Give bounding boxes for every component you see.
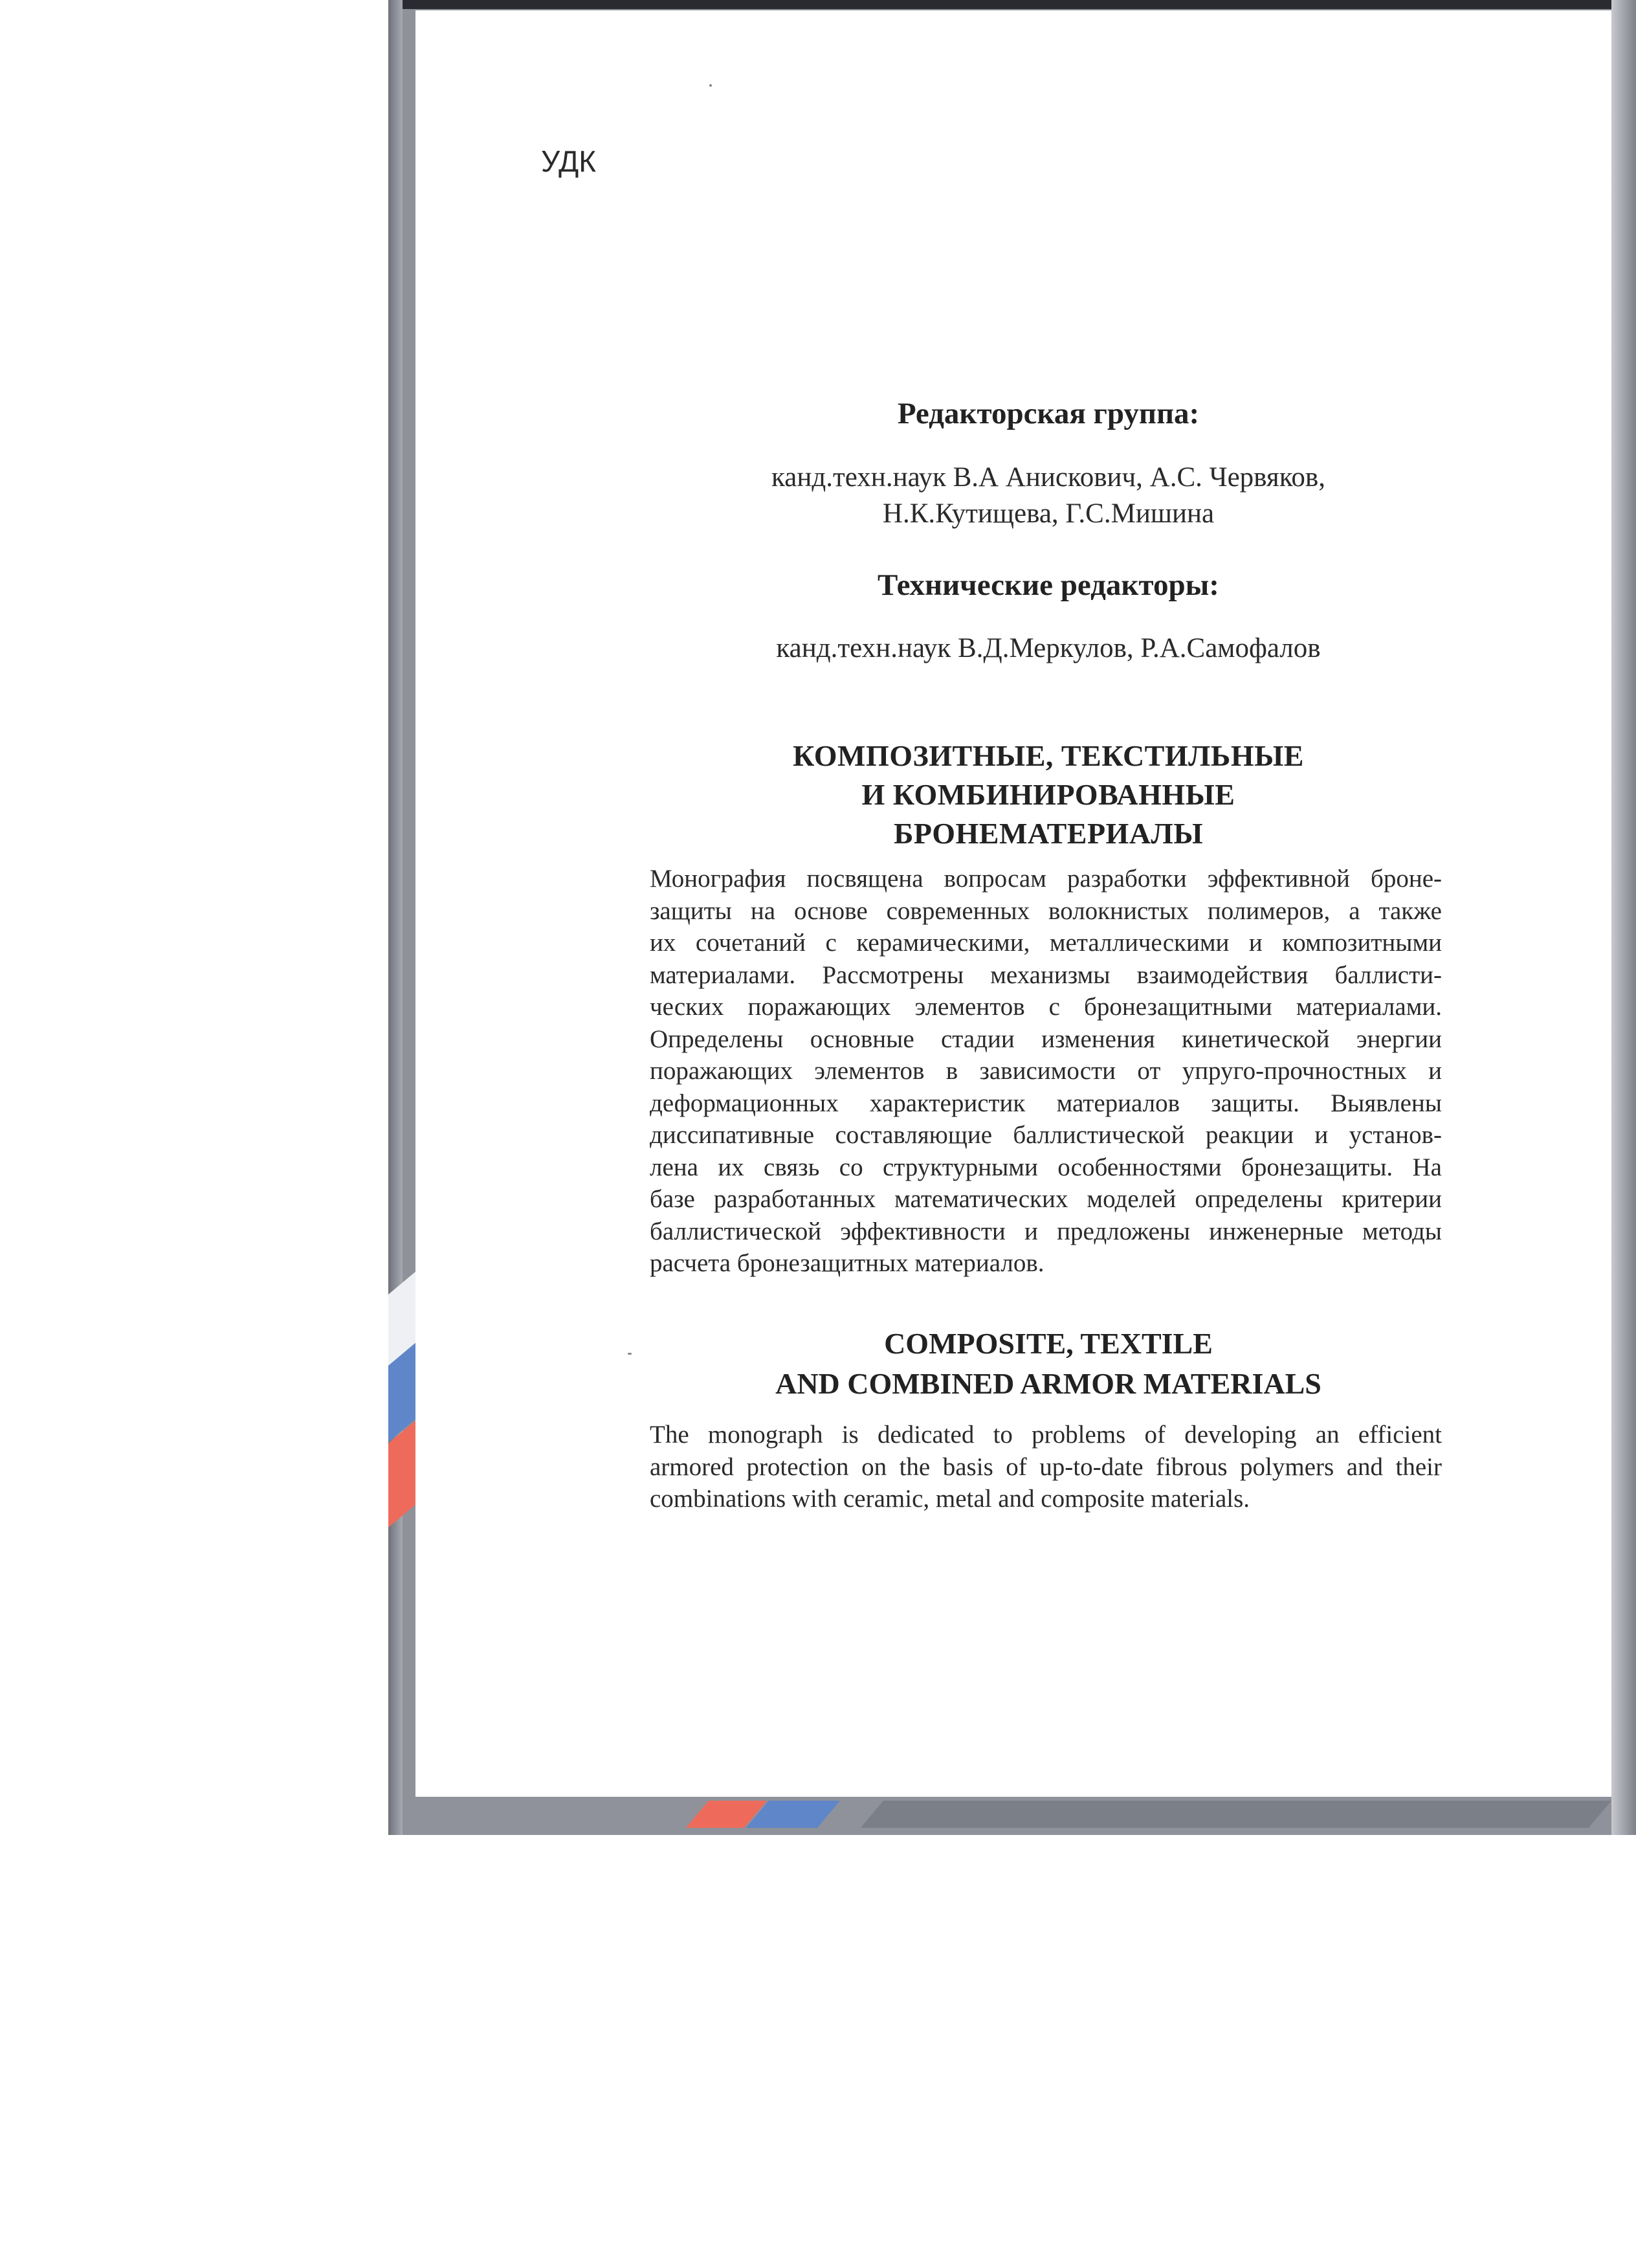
title-ru-line-2: И КОМБИНИРОВАННЫЕ — [861, 778, 1235, 811]
scan-speck — [628, 1353, 632, 1355]
abstract-en-line: The monograph is dedicated to problems of developing an efficient — [650, 1421, 1442, 1449]
scan-speck — [709, 84, 712, 87]
abstract-ru-line: Монография посвящена вопросам разработки эффективной броне- — [650, 865, 1442, 893]
abstract-ru-line: ческих поражающих элементов с бронезащитными материалами. — [650, 993, 1442, 1021]
right-edge-shadow — [1611, 0, 1636, 1835]
abstract-ru-line: защиты на основе современных волокнистых полимеров, а также — [650, 896, 1442, 925]
abstract-en — [650, 1419, 1442, 1515]
abstract-en-line: combinations with ceramic, metal and composite materials. — [650, 1485, 1250, 1513]
abstract-ru-line: баллистической эффективности и предложены инженерные методы — [650, 1217, 1442, 1245]
abstract-ru — [650, 863, 1442, 1280]
udk-label: УДК — [541, 144, 597, 178]
abstract-en-line: armored protection on the basis of up-to-date fibrous polymers and their — [650, 1452, 1442, 1481]
abstract-ru-line: базе разработанных математических моделей определены критерии — [650, 1185, 1442, 1213]
top-edge-strip — [388, 0, 1636, 9]
technical-editors-heading: Технические редакторы: — [878, 568, 1219, 602]
editorial-group-heading: Редакторская группа: — [897, 397, 1200, 430]
abstract-ru-line: деформационных характеристик материалов защиты. Выявлены — [650, 1089, 1442, 1117]
editorial-group-line-2: Н.К.Кутищева, Г.С.Мишина — [882, 498, 1215, 529]
abstract-ru-line: расчета бронезащитных материалов. — [650, 1249, 1045, 1277]
editorial-group-line-1: канд.техн.наук В.А Анискович, А.С. Червяков, — [771, 462, 1325, 493]
abstract-ru-line: лена их связь со структурными особенностями бронезащиты. На — [650, 1153, 1442, 1181]
bottom-stripe-gray — [861, 1801, 1611, 1828]
abstract-ru-line: диссипативные составляющие баллистической реакции и установ- — [650, 1121, 1442, 1149]
title-en-line-2: AND COMBINED ARMOR MATERIALS — [775, 1367, 1321, 1400]
title-ru-line-1: КОМПОЗИТНЫЕ, ТЕКСТИЛЬНЫЕ — [793, 739, 1304, 772]
title-en-line-1: COMPOSITE, TEXTILE — [884, 1327, 1213, 1360]
abstract-ru-line: поражающих элементов в зависимости от упруго-прочностных и — [650, 1057, 1442, 1085]
abstract-ru-line: материалами. Рассмотрены механизмы взаимодействия баллисти- — [650, 961, 1442, 989]
abstract-ru-line: Определены основные стадии изменения кинетической энергии — [650, 1025, 1442, 1053]
title-ru-line-3: БРОНЕМАТЕРИАЛЫ — [894, 817, 1203, 850]
spine-shadow — [388, 0, 403, 1835]
abstract-ru-line: их сочетаний с керамическими, металлическими и композитными — [650, 929, 1442, 957]
technical-editors-line-1: канд.техн.наук В.Д.Меркулов, Р.А.Самофалов — [776, 633, 1321, 663]
